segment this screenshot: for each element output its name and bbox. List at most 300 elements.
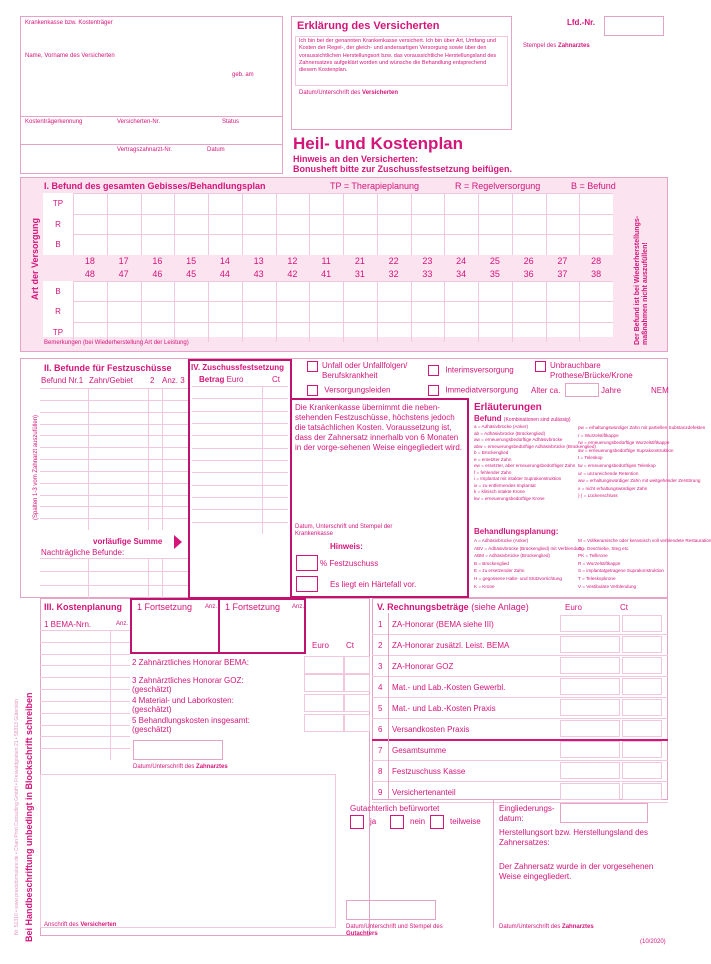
kp-sign-field[interactable] (133, 740, 223, 760)
plan-legend-right (578, 537, 711, 590)
legend-entry: E = zu ersetzender Zahn (474, 568, 525, 574)
iv-row (192, 386, 288, 387)
hinweis-box-title: Hinweis: (330, 542, 363, 551)
befund-cell[interactable] (546, 301, 580, 322)
fz-col (148, 388, 149, 530)
bema-row (40, 642, 130, 643)
kostenplanung-ct-field[interactable] (344, 656, 370, 674)
befund-cell[interactable] (107, 234, 141, 255)
krankenkasse-field[interactable] (25, 28, 275, 48)
interim-checkbox[interactable] (428, 365, 439, 376)
befund-cell[interactable] (343, 301, 377, 322)
legend-entry: aw = erneuerungsbedürftige Adhäsivbrücke (474, 437, 563, 442)
nach-row (40, 585, 188, 586)
rechnung-rows (372, 613, 668, 800)
befund-cell[interactable] (546, 234, 580, 255)
tooth-number: 21 (354, 255, 365, 266)
art-der-versorgung-label: Art der Versorgung (30, 217, 40, 300)
befund-cell[interactable] (309, 301, 343, 322)
tooth-number: 33 (422, 268, 433, 279)
befund-cell[interactable] (208, 214, 242, 235)
rechnung-euro-field[interactable] (560, 678, 620, 695)
kostenplanung-item: 2 Zahnärztliches Honorar BEMA: (132, 658, 249, 667)
befund-cell[interactable] (242, 301, 276, 322)
legend-entry: V = Vestibuläre Verblendung (578, 583, 637, 589)
form-title: Heil- und Kostenplan (293, 134, 463, 153)
rechnung-ct-field[interactable] (622, 699, 662, 716)
befund-cell[interactable] (141, 301, 175, 322)
legend-entry: sw = erneuerungsbedürftige Suprakonstruktion (578, 447, 674, 453)
gutachter-sign-field[interactable] (346, 900, 436, 920)
bema-row (40, 654, 130, 655)
legend-entry: ix = zu entfernendes Implantat (474, 482, 536, 488)
rechnung-ct-field[interactable] (622, 678, 662, 695)
stempel-text: Stempel des (523, 43, 557, 49)
kp-sign-label (133, 764, 228, 771)
befund-cell[interactable] (107, 301, 141, 322)
name-label: Name, Vorname des Versicherten (25, 53, 115, 59)
legend-entry: T = Teleskopkrone (578, 575, 616, 581)
tooth-number: 23 (422, 255, 433, 266)
befund-cell[interactable] (512, 281, 546, 302)
kostenplanung-euro-field[interactable] (304, 714, 344, 732)
rechnung-number: 7 (378, 746, 383, 755)
unfall-checkbox[interactable] (307, 361, 318, 372)
legend-entry: pw = erhaltungswürdiger Zahn mit partiellen Substanzdefekten (578, 425, 706, 430)
fz-row (40, 495, 188, 496)
befund-cell[interactable] (242, 234, 276, 255)
befund-cell[interactable] (478, 301, 512, 322)
fz-row (40, 412, 188, 413)
legend-entry: r = Wurzelstiftkappe (578, 432, 619, 438)
datum-label: Datum (207, 147, 225, 153)
behandlungsplanung-title: Behandlungsplanung: (474, 527, 559, 536)
befund-cell[interactable] (107, 214, 141, 235)
befund-cell[interactable] (141, 234, 175, 255)
kostenplanung-euro-field[interactable] (304, 694, 344, 712)
befund-cell[interactable] (309, 193, 343, 214)
tooth-number: 13 (253, 255, 264, 266)
kp-sign-text: Datum/Unterschrift des (133, 764, 195, 770)
befund-cell[interactable] (343, 193, 377, 214)
col-zahn-label: Zahn/Gebiet (89, 376, 134, 385)
befund-row-label: B (55, 240, 61, 249)
rechnung-euro-field[interactable] (560, 615, 620, 632)
kostenplanung-euro-field[interactable] (304, 674, 344, 692)
rechnung-euro-field[interactable] (560, 720, 620, 737)
ja-option[interactable] (350, 815, 376, 829)
unbrauchbar-option[interactable] (535, 361, 665, 381)
bemerkungen-label: Bemerkungen (bei Wiederherstellung Art der Leistung) (44, 340, 189, 346)
befund-cell[interactable] (546, 281, 580, 302)
hinweis-line1: Hinweis an den Versicherten: (293, 154, 419, 164)
legend-entry: tw = erneuerungsbedürftiges Teleskop (578, 462, 656, 468)
lfd-nr-field[interactable] (604, 16, 664, 36)
befund-cell[interactable] (174, 301, 208, 322)
befund-cell[interactable] (579, 234, 613, 255)
alter-label: Alter ca. (531, 386, 561, 395)
tooth-number: 18 (84, 255, 95, 266)
fz-row (40, 388, 188, 389)
unbrauchbar-checkbox[interactable] (535, 361, 546, 372)
befund-cell[interactable] (411, 214, 445, 235)
befund-row-label: TP (52, 199, 64, 208)
krankenkasse-text: Die Krankenkasse übernimmt die neben-stehenden Festzuschüsse, höchstens jedoch die tatsächlichen Kosten. Voraussetzung ist, dass der Zahnersatz innerhalb von 6 Monaten in der vorge-sehenen Weise eingegliedert wird. (295, 403, 463, 452)
version-label: (10/2020) (640, 939, 666, 945)
befund-cell[interactable] (276, 234, 310, 255)
bema-label: 1 BEMA-Nrn. (44, 620, 92, 629)
vorlaeufige-summe: vorläufige Summe (93, 537, 163, 546)
versorgungsleiden-checkbox[interactable] (307, 385, 318, 396)
befund-cell[interactable] (174, 234, 208, 255)
befund-cell[interactable] (377, 214, 411, 235)
ja-checkbox[interactable] (350, 815, 364, 829)
rechnung-ct-field[interactable] (622, 762, 662, 779)
nein-checkbox[interactable] (390, 815, 404, 829)
befund-cell[interactable] (208, 193, 242, 214)
legend-entry: ) ( = Lückenschluss (578, 493, 618, 499)
tooth-number: 46 (152, 268, 163, 279)
befund-legend-right (578, 424, 706, 500)
befund-cell[interactable] (174, 322, 208, 343)
legend-entry: b = Brückenglied (474, 450, 509, 455)
befund-cell[interactable] (73, 322, 107, 343)
befund-cell[interactable] (377, 281, 411, 302)
befund-cell[interactable] (377, 193, 411, 214)
gutachter-sign-bold: Gutachters (346, 931, 378, 937)
anz1-label: Anz. (205, 604, 218, 610)
name-field[interactable] (25, 60, 225, 110)
unbrauchbar-label: Unbrauchbare Prothese/Brücke/Krone (550, 361, 633, 380)
befund-cell[interactable] (546, 322, 580, 343)
legend-entry: ew = ersetzter, aber erneuerungsbedürftiger Zahn (474, 463, 576, 468)
befund-row-label: R (55, 307, 61, 316)
immediat-checkbox[interactable] (428, 385, 439, 396)
befund-cell[interactable] (377, 234, 411, 255)
teilweise-checkbox[interactable] (430, 815, 444, 829)
fz-col (88, 388, 89, 530)
kostenplanung-items (130, 656, 370, 736)
iv-row (192, 497, 288, 498)
rechnung-number: 9 (378, 788, 383, 797)
plan-legend-left (474, 537, 584, 590)
eingliederung-field[interactable] (560, 803, 648, 823)
rechnung-ct-field[interactable] (622, 741, 662, 758)
befund-cell[interactable] (107, 322, 141, 343)
rechnung-title-text: V. Rechnungsbeträge (377, 602, 469, 612)
befund-cell[interactable] (444, 234, 478, 255)
fz-row (40, 447, 188, 448)
rechnung-ct-field[interactable] (622, 615, 662, 632)
befund-cell[interactable] (174, 281, 208, 302)
haertefall-field[interactable] (296, 576, 318, 592)
befund-cell[interactable] (107, 281, 141, 302)
kostenplanung-ct-field[interactable] (344, 694, 370, 712)
befund-cell[interactable] (512, 301, 546, 322)
alter-field[interactable] (565, 383, 599, 397)
befund-cell[interactable] (377, 301, 411, 322)
versorgungsleiden-option[interactable] (307, 385, 391, 396)
befund-cell[interactable] (276, 214, 310, 235)
bema-grid[interactable] (40, 630, 130, 760)
befund-cell[interactable] (242, 214, 276, 235)
fz-row (40, 518, 188, 519)
kostentraeger-label: Kostenträgerkennung (25, 119, 83, 125)
befund-cell[interactable] (343, 234, 377, 255)
rechnung-ct-field[interactable] (622, 720, 662, 737)
befund-cell[interactable] (309, 281, 343, 302)
vertragszahnarzt-label: Vertragszahnarzt-Nr. (117, 147, 173, 153)
interim-label: Interimsversorgung (445, 365, 514, 375)
immediat-option[interactable] (428, 385, 518, 396)
befund-b-legend: B = Befund (571, 181, 616, 191)
festzuschuss-percent-field[interactable] (296, 555, 318, 571)
befund-cell[interactable] (242, 281, 276, 302)
befund-cell[interactable] (579, 281, 613, 302)
befund-row-label: B (55, 286, 61, 296)
befund-cell[interactable] (208, 281, 242, 302)
tooth-number: 48 (84, 268, 95, 279)
rechnung-label: Versandkosten Praxis (392, 725, 470, 734)
betrag-text: Betrag (199, 375, 225, 384)
fz-row (40, 400, 188, 401)
immediat-label: Immediatversorgung (445, 385, 519, 395)
erlaeuterungen-title: Erläuterungen (474, 402, 542, 413)
betrag-label (199, 375, 243, 385)
befund-cell[interactable] (512, 193, 546, 214)
befund-cell[interactable] (73, 281, 107, 302)
anschrift-field[interactable] (44, 780, 330, 918)
befund-cell[interactable] (411, 322, 445, 343)
befund-cell[interactable] (546, 193, 580, 214)
rechnung-row-line (372, 718, 668, 719)
tooth-number: 11 (321, 255, 331, 266)
bema-row (40, 677, 130, 678)
befund-cell[interactable] (579, 322, 613, 343)
unfall-label: Unfall oder Unfallfolgen/ Berufskrankheit (322, 361, 408, 380)
legend-entry: k = klinisch intakte Krone (474, 489, 525, 494)
zuschuss-grid[interactable] (192, 386, 288, 534)
tooth-number: 34 (456, 268, 467, 279)
anz0-label: Anz. (116, 621, 129, 627)
befund-cell[interactable] (208, 301, 242, 322)
befund-cell[interactable] (411, 281, 445, 302)
befund-cell[interactable] (343, 281, 377, 302)
kostenplanung-item: 5 Behandlungskosten insgesamt: (geschätzt) (132, 716, 250, 734)
befund-cell[interactable] (141, 281, 175, 302)
befund-cell[interactable] (478, 193, 512, 214)
befund-cell[interactable] (444, 322, 478, 343)
befund-cell[interactable] (73, 301, 107, 322)
rechnung-number: 2 (378, 641, 383, 650)
befund-cell[interactable] (309, 322, 343, 343)
rechnung-row-line (372, 634, 668, 635)
tooth-number: 16 (152, 255, 163, 266)
rechnung-number: 5 (378, 704, 383, 713)
tooth-number: 28 (591, 255, 602, 266)
interim-option[interactable] (428, 365, 514, 376)
befund-cell[interactable] (411, 301, 445, 322)
betrag-ct: Ct (272, 375, 280, 384)
befund-tp-legend: TP = Therapieplanung (330, 181, 419, 191)
erklaerung-sign-bold: Versicherten (362, 90, 399, 96)
befund-cell[interactable] (73, 214, 107, 235)
befund-cell[interactable] (276, 322, 310, 343)
befund-cell[interactable] (377, 322, 411, 343)
iv-row (192, 423, 288, 424)
fz-row (40, 506, 188, 507)
befund-cell[interactable] (444, 193, 478, 214)
rechnung-euro-field[interactable] (560, 783, 620, 800)
iv-row (192, 522, 288, 523)
befund-cell[interactable] (444, 214, 478, 235)
nachtraegliche-grid[interactable] (40, 558, 188, 598)
iv-title: IV. Zuschussfestsetzung (191, 363, 285, 372)
rechnung-row-line (372, 655, 668, 656)
rechnung-euro-field[interactable] (560, 762, 620, 779)
rechnung-label: ZA-Honorar (BEMA siehe III) (392, 620, 494, 629)
befund-cell[interactable] (141, 193, 175, 214)
befund-cell[interactable] (309, 234, 343, 255)
befund-row-label: R (55, 219, 61, 229)
rechnung-title-sub: (siehe Anlage) (471, 602, 529, 612)
befund-cell[interactable] (141, 322, 175, 343)
befund-cell[interactable] (411, 193, 445, 214)
stempel-label (523, 43, 590, 50)
rechnung-label: ZA-Honorar zusätzl. Leist. BEMA (392, 641, 510, 650)
bema-row (40, 665, 130, 666)
befund-cell[interactable] (444, 281, 478, 302)
befund-grid (43, 193, 613, 337)
fz-row (40, 424, 188, 425)
befund-cell[interactable] (512, 214, 546, 235)
rechnung-label: Festzuschuss Kasse (392, 767, 466, 776)
festzuschuesse-grid[interactable] (40, 388, 188, 530)
divider (20, 116, 283, 117)
befund-cell[interactable] (73, 234, 107, 255)
bema-row (40, 725, 130, 726)
arrow-right-icon (174, 535, 182, 549)
legend-entry: M = Vollkeramische oder keramisch voll verblendete Restauration (578, 538, 711, 543)
erklaerung-sign-label: Datum/Unterschrift des (299, 90, 361, 96)
tooth-number: 44 (219, 268, 230, 279)
rechnung-euro-field[interactable] (560, 699, 620, 716)
rechnung-ct-field[interactable] (622, 657, 662, 674)
befund-cell[interactable] (478, 281, 512, 302)
befund-r-legend: R = Regelversorgung (455, 181, 541, 191)
bema-row (40, 630, 130, 631)
betrag-euro: Euro (226, 375, 244, 384)
erklaerung-title: Erklärung des Versicherten (297, 20, 440, 32)
kostenplanung-euro-field[interactable] (304, 656, 344, 674)
rechnung-ct-field[interactable] (622, 783, 662, 800)
befund-cell[interactable] (512, 234, 546, 255)
kostenplanung-ct-field[interactable] (344, 674, 370, 692)
legend-entry: ABM = Adhäsivbrücke (Brückenglied) (474, 553, 550, 559)
unfall-option[interactable] (307, 361, 427, 381)
kk-sign-label: Datum, Unterschrift und Stempel der Krankenkasse (295, 524, 393, 537)
legend-entry: ww = erhaltungswürdiger Zahn mit weitgehender Zerstörung (578, 478, 701, 484)
befund-right-note (634, 195, 650, 345)
rechnung-label: Mat.- und Lab.-Kosten Praxis (392, 704, 496, 713)
befund-cell[interactable] (174, 214, 208, 235)
befund-cell[interactable] (174, 193, 208, 214)
rechnung-euro-field[interactable] (560, 657, 620, 674)
befund-cell[interactable] (478, 214, 512, 235)
legend-entry: K = Krone (474, 583, 495, 589)
befund-cell[interactable] (276, 281, 310, 302)
za-sign-text: Datum/Unterschrift des (499, 924, 561, 930)
versicherten-nr-label: Versicherten-Nr. (117, 119, 161, 125)
teilweise-option[interactable] (430, 815, 481, 829)
befund-heading: Befund (474, 414, 502, 423)
befund-cell[interactable] (343, 214, 377, 235)
nein-option[interactable] (390, 815, 425, 829)
befund-cell[interactable] (546, 214, 580, 235)
rechnung-number: 1 (378, 620, 383, 629)
tooth-number: 45 (186, 268, 197, 279)
befund-cell[interactable] (343, 322, 377, 343)
legend-entry: S = implantatgetragene Suprakonstruktion (578, 568, 664, 574)
befund-cell[interactable] (208, 234, 242, 255)
kostenplanung-item: 4 Material- und Laborkosten: (geschätzt) (132, 696, 234, 714)
rechnung-euro-field[interactable] (560, 636, 620, 653)
befund-cell[interactable] (242, 322, 276, 343)
befund-cell[interactable] (411, 234, 445, 255)
tooth-number: 25 (489, 255, 500, 266)
bema-row (40, 689, 130, 690)
kostenplanung-ct-field[interactable] (344, 714, 370, 732)
rechnung-label: Gesamtsumme (392, 746, 447, 755)
befund-cell[interactable] (579, 214, 613, 235)
rechnung-number: 3 (378, 662, 383, 671)
befund-cell[interactable] (242, 193, 276, 214)
erklaerung-sign (299, 90, 398, 97)
legend-entry: abw = erneuerungsbedürftige Adhäsivbrücke (Brückenglied) (474, 443, 596, 449)
befund-cell[interactable] (478, 322, 512, 343)
iv-row (192, 398, 288, 399)
versicherter-signature-field[interactable] (299, 98, 504, 126)
blockschrift-hint: Bei Handbeschriftung unbedingt in Blockschrift schreiben (24, 692, 34, 942)
rechnung-ct-field[interactable] (622, 636, 662, 653)
tooth-number: 26 (523, 255, 534, 266)
befund-cell[interactable] (208, 322, 242, 343)
nach-row (40, 558, 188, 559)
befund-cell[interactable] (276, 301, 310, 322)
rechnung-euro-field[interactable] (560, 741, 620, 758)
befund-cell[interactable] (579, 301, 613, 322)
tooth-number: 36 (523, 268, 534, 279)
befund-cell[interactable] (73, 193, 107, 214)
befund-cell[interactable] (579, 193, 613, 214)
rechnung-title (377, 602, 529, 613)
befund-cell[interactable] (478, 234, 512, 255)
befund-cell[interactable] (276, 193, 310, 214)
iv-row (192, 460, 288, 461)
bema-row (40, 701, 130, 702)
befund-cell[interactable] (107, 193, 141, 214)
herstellungsort-label: Herstellungsort bzw. Herstellungsland des Zahnersatzes: (499, 828, 648, 847)
befund-cell[interactable] (444, 301, 478, 322)
befund-cell[interactable] (309, 214, 343, 235)
rechnung-number: 8 (378, 767, 383, 776)
befund-cell[interactable] (141, 214, 175, 235)
nach-row (40, 571, 188, 572)
befund-cell[interactable] (512, 322, 546, 343)
col-2-label: 2 (150, 376, 155, 385)
eingegliedert-label: Der Zahnersatz wurde in der vorgesehenen Weise eingegliedert. (499, 862, 654, 881)
divider (493, 800, 494, 928)
